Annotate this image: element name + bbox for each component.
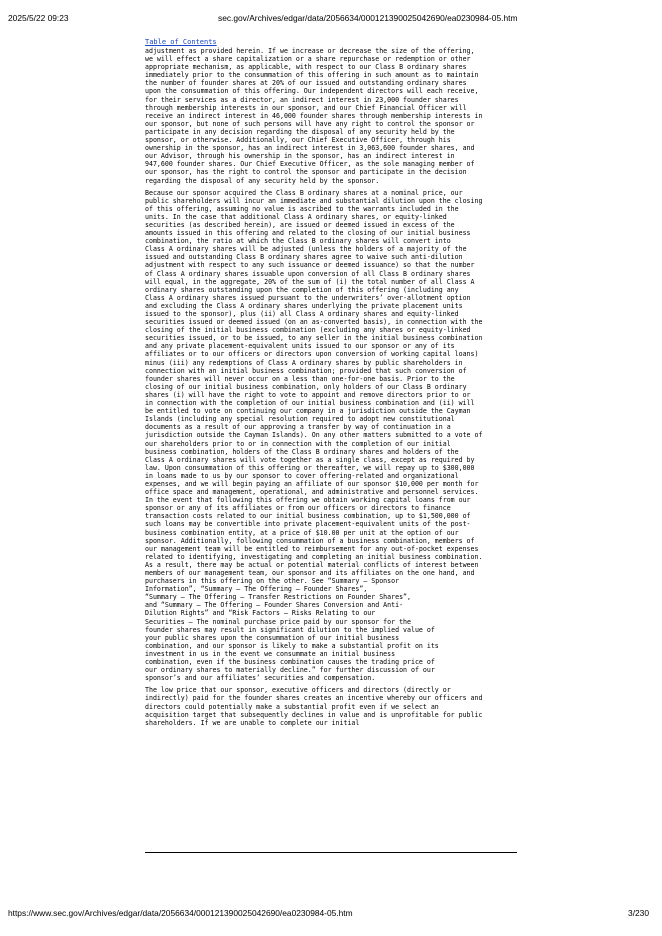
print-header-url: sec.gov/Archives/edgar/data/2056634/000121390025042690/ea0230984-05.htm: [218, 13, 518, 23]
page-divider: [145, 852, 517, 853]
paragraph-dilution-and-conflicts: Because our sponsor acquired the Class B ordinary shares at a nominal price, our public shareholders will incur an immediate and substantial dilution upon the closing of this offering, assuming no value is ascribed to the warrants included in the units. In the case that additional Class A ordinary shares, or equity-linked securities (as described herein), are issued or deemed issued in excess of the amounts issued in this offering and related to the closing of our initial business combination, the ratio at which the Class B ordinary shares will convert into Class A ordinary shares will be adjusted (unless the holders of a majority of the issued and outstanding Class B ordinary shares agree to waive such anti-dilution adjustment with respect to any such issuance or deemed issuance) so that the number of Class A ordinary shares issuable upon conversion of all Class B ordinary shares will equal, in the aggregate, 20% of the sum of (i) the total number of all Class A ordinary shares outstanding upon the completion of this offering (including any Class A ordinary shares issued pursuant to the underwriters’ over-allotment option and excluding the Class A ordinary shares underlying the private placement units issued to the sponsor), plus (ii) all Class A ordinary shares and equity-linked securities issued or deemed issued (on an as-converted basis), in connection with the closing of the initial business combination (excluding any shares or equity-linked securities issued, or to be issued, to any seller in the initial business combination and any private placement-equivalent units issued to our sponsor or any of its affiliates or to our officers or directors upon conversion of working capital loans) minus (iii) any redemptions of Class A ordinary shares by public shareholders in connection with an initial business combination; provided that such conversion of founder shares will never occur on a less than one-for-one basis. Prior to the closing of our initial business combination, only holders of our Class B ordinary shares (i) will have the right to vote to appoint and remove directors prior to or in connection with the completion of our initial business combination and (ii) will be entitled to vote on continuing our company in a jurisdiction outside the Cayman Islands (including any special resolution required to adopt new constitutional documents as a result of our approving a transfer by way of continuation in a jurisdiction outside the Cayman Islands). On any other matters submitted to a vote of our shareholders prior to or in connection with the completion of our initial business combination, holders of the Class B ordinary shares and holders of the Class A ordinary shares will vote together as a single class, except as required by law. Upon consummation of this offering or thereafter, we will repay up to $300,000 in loans made to us by our sponsor to cover offering-related and organizational expenses, and we will begin paying an affiliate of our sponsor $10,000 per month for office space and management, operational, and administrative and personnel services. In the event that following this offering we obtain working capital loans from our sponsor or any of its affiliates or from our officers or directors to finance transaction costs related to our initial business combination, up to $1,500,000 of such loans may be convertible into private placement-equivalent units of the post- business combination entity, at a price of $10.00 per unit at the option of our sponsor. Additionally, following consummation of a business combination, members of our management team will be entitled to reimbursement for any out-of-pocket expenses related to identifying, investigating and completing an initial business combination. As a result, there may be actual or potential material conflicts of interest between members of our management team, our sponsor and its affiliates on the one hand, and purchasers in this offering on the other. See “Summary — Sponsor Information”, “Summary — The Offering — Founder Shares”, “Summary — The Offering — Transfer Restrictions on Founder Shares”, and “Summary — The Offering — Founder Shares Conversion and Anti- Dilution Rights” and “Risk Factors — Risks Relating to our Securities — The nominal purchase price paid by our sponsor for the founder shares may result in significant dilution to the implied value of your public shares upon the consummation of our initial business combination, and our sponsor is likely to make a substantial profit on its investment in us in the event we consummate an initial business combination, even if the business combination causes the trading price of our ordinary shares to materially decline.” for further discussion of our sponsor’s and our affiliates’ securities and compensation.: [145, 188, 483, 683]
paragraph-low-price-incentive: The low price that our sponsor, executive officers and directors (directly or indirectly) paid for the founder shares creates an incentive whereby our officers and directors could potentially make a substantial profit even if we select an acquisition target that subsequently declines in value and is unprofitable for public shareholders. If we are unable to complete our initial: [145, 686, 483, 727]
page-number: 3/230: [628, 908, 649, 918]
print-footer-url: https://www.sec.gov/Archives/edgar/data/2056634/000121390025042690/ea0230984-05.htm: [8, 908, 353, 918]
paragraph-founder-shares-adjustment: adjustment as provided herein. If we increase or decrease the size of the offering, we will effect a share capitalization or a share repurchase or redemption or other appropriate mechanism, as applicable, with respect to our Class B ordinary shares immediately prior to the consummation of this offering in such amount as to maintain the number of founder shares at 20% of our issued and outstanding ordinary shares upon the consummation of this offering. Our independent directors will each receive, for their services as a director, an indirect interest in 23,000 founder shares through membership interests in our sponsor, and our Chief Financial Officer will receive an indirect interest in 46,000 founder shares through membership interests in our sponsor, but none of such persons will have any right to control the sponsor or participate in any decision regarding the disposal of any security held by the sponsor, or otherwise. Additionally, our Chief Executive Officer, through his ownership in the sponsor, has an indirect interest in 3,063,600 founder shares, and our Advisor, through his ownership in the sponsor, has an indirect interest in 947,600 founder shares. Our Chief Executive Officer, as the sole managing member of our sponsor, has the right to control the sponsor and participate in the decision regarding the disposal of any security held by the sponsor.: [145, 47, 483, 185]
print-datetime: 2025/5/22 09:23: [8, 13, 69, 23]
table-of-contents-link[interactable]: Table of Contents: [145, 38, 217, 46]
document-body: [145, 47, 517, 727]
